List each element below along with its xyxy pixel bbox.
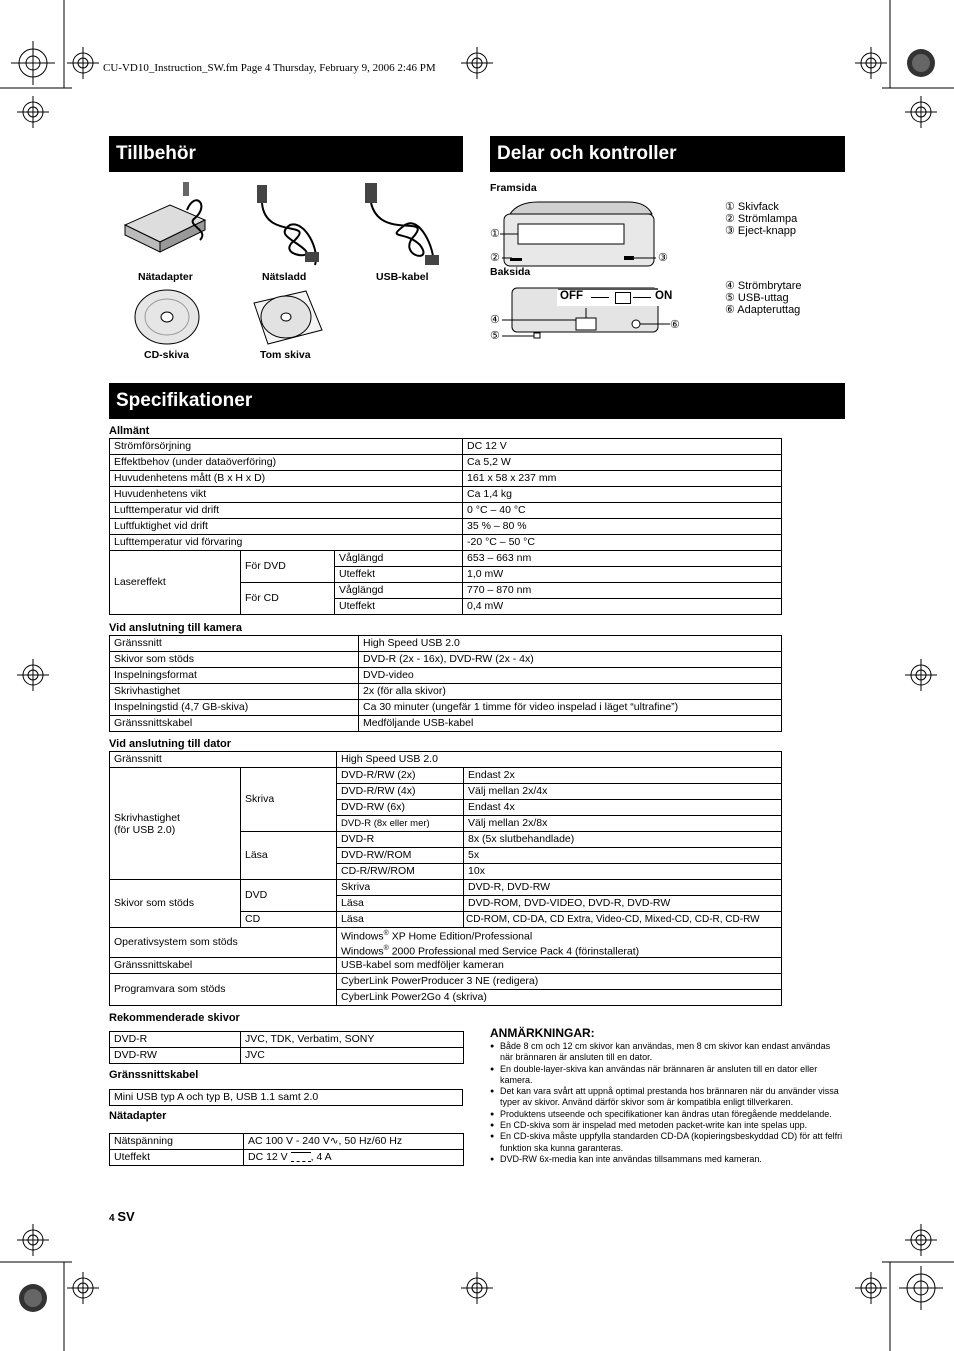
table-row: Läsa DVD-R 8x (5x slutbehandlade) bbox=[110, 832, 782, 848]
accessory-label: Tom skiva bbox=[260, 349, 311, 361]
table-row: Skrivhastighet 2x (för alla skivor) bbox=[110, 684, 782, 700]
camera-title: Vid anslutning till kamera bbox=[109, 622, 243, 634]
list-item: ● DVD-RW 6x-media kan inte användas tillsammans med kameran. bbox=[490, 1154, 845, 1165]
legend-item: ② Strömlampa bbox=[725, 213, 798, 225]
table-row: Lasereffekt För DVD Våglängd 653 – 663 nm bbox=[110, 551, 782, 567]
ac-adapter-illustration bbox=[115, 180, 215, 270]
table-row: DVD-RW/ROM 5x bbox=[110, 848, 782, 864]
accessory-label: Nätsladd bbox=[262, 271, 307, 283]
callout-6: ⑥ bbox=[670, 319, 680, 331]
interface-cable-title: Gränssnittskabel bbox=[109, 1069, 199, 1081]
table-row: Strömförsörjning DC 12 V bbox=[110, 439, 782, 455]
arrow-right-icon bbox=[633, 297, 651, 298]
table-row: Uteffekt 1,0 mW bbox=[110, 567, 782, 583]
callout-1: ① bbox=[490, 228, 500, 240]
table-row: Lufttemperatur vid drift 0 °C – 40 °C bbox=[110, 503, 782, 519]
table-row: Huvudenhetens vikt Ca 1,4 kg bbox=[110, 487, 782, 503]
legend-item: ⑥ Adapteruttag bbox=[725, 304, 801, 316]
callout-3: ③ bbox=[658, 252, 668, 264]
list-item: ● En double-layer-skiva kan användas när brännaren är ansluten till en dator eller kamera. bbox=[490, 1064, 845, 1087]
dc-symbol-icon bbox=[291, 1152, 311, 1162]
table-row: Läsa DVD-ROM, DVD-VIDEO, DVD-R, DVD-RW bbox=[110, 896, 782, 912]
accessory-label: Nätadapter bbox=[138, 271, 193, 283]
table-row: DVD-R JVC, TDK, Verbatim, SONY bbox=[110, 1032, 464, 1048]
legend-item: ④ Strömbrytare bbox=[725, 280, 802, 292]
usb-cable-illustration bbox=[355, 180, 445, 270]
table-row: Gränssnittskabel Medföljande USB-kabel bbox=[110, 716, 782, 732]
table-row: CyberLink Power2Go 4 (skriva) bbox=[110, 990, 782, 1006]
table-row: CD-R/RW/ROM 10x bbox=[110, 864, 782, 880]
section-title-specs: Specifikationer bbox=[109, 383, 845, 419]
section-title-parts: Delar och kontroller bbox=[490, 136, 845, 172]
table-row: Mini USB typ A och typ B, USB 1.1 samt 2.0 bbox=[110, 1090, 463, 1106]
list-item: ● Det kan vara svårt att uppnå optimal prestanda hos brännaren när du använder vissa typer av skivor. Använd därför skivor som är kompatibla enligt tillverkaren. bbox=[490, 1086, 845, 1109]
switch-off-label: OFF bbox=[560, 290, 583, 302]
table-row: Gränssnitt High Speed USB 2.0 bbox=[110, 752, 782, 768]
list-item: ● En CD-skiva måste uppfylla standarden CD-DA (kopieringsbeskyddad CD) för att felfri funktion ska kunna garanteras. bbox=[490, 1131, 845, 1154]
accessory-label: CD-skiva bbox=[144, 349, 189, 361]
table-row: Uteffekt DC 12 V , 4 A bbox=[110, 1150, 464, 1166]
notes-title: ANMÄRKNINGAR: bbox=[490, 1026, 595, 1040]
table-row: Huvudenhetens mått (B x H x D) 161 x 58 x 237 mm bbox=[110, 471, 782, 487]
front-legend bbox=[725, 201, 797, 237]
back-legend bbox=[725, 280, 802, 316]
table-row: CD Läsa CD-ROM, CD-DA, CD Extra, Video-CD, Mixed-CD, CD-R, CD-RW bbox=[110, 912, 782, 928]
device-illustration bbox=[488, 196, 688, 346]
table-row: Skivor som stöds DVD Skriva DVD-R, DVD-RW bbox=[110, 880, 782, 896]
table-row: Uteffekt 0,4 mW bbox=[110, 599, 782, 615]
adapter-table bbox=[109, 1133, 464, 1166]
power-switch-graphic bbox=[557, 290, 682, 306]
power-cord-illustration bbox=[245, 180, 330, 270]
computer-table bbox=[109, 751, 782, 1006]
interface-cable-table bbox=[109, 1089, 463, 1106]
table-row: Effektbehov (under dataöverföring) Ca 5,2 W bbox=[110, 455, 782, 471]
back-label: Baksida bbox=[490, 266, 531, 278]
table-row: DVD-RW (6x) Endast 4x bbox=[110, 800, 782, 816]
notes-list bbox=[490, 1041, 845, 1165]
section-title-accessories: Tillbehör bbox=[109, 136, 463, 172]
table-row: Nätspänning AC 100 V - 240 V∿, 50 Hz/60 Hz bbox=[110, 1134, 464, 1150]
table-row: Skrivhastighet (för USB 2.0) Skriva DVD-R/RW (2x) Endast 2x bbox=[110, 768, 782, 784]
table-row: Luftfuktighet vid drift 35 % – 80 % bbox=[110, 519, 782, 535]
page-number: 4 SV bbox=[109, 1209, 135, 1224]
table-row: Inspelningsformat DVD-video bbox=[110, 668, 782, 684]
cd-disc-illustration bbox=[133, 288, 201, 346]
table-row: DVD-R/RW (4x) Välj mellan 2x/4x bbox=[110, 784, 782, 800]
general-table bbox=[109, 438, 782, 615]
computer-title: Vid anslutning till dator bbox=[109, 738, 232, 750]
switch-on-label: ON bbox=[655, 290, 673, 302]
table-row: Programvara som stöds CyberLink PowerProducer 3 NE (redigera) bbox=[110, 974, 782, 990]
legend-item: ③ Eject-knapp bbox=[725, 225, 797, 237]
table-row: DVD-RW JVC bbox=[110, 1048, 464, 1064]
table-row: DVD-R (8x eller mer) Välj mellan 2x/8x bbox=[110, 816, 782, 832]
switch-knob bbox=[615, 292, 631, 304]
accessory-label: USB-kabel bbox=[376, 271, 429, 283]
table-row: Gränssnitt High Speed USB 2.0 bbox=[110, 636, 782, 652]
callout-4: ④ bbox=[490, 314, 500, 326]
callout-5: ⑤ bbox=[490, 330, 500, 342]
legend-item: ⑤ USB-uttag bbox=[725, 292, 789, 304]
callout-2: ② bbox=[490, 252, 500, 264]
table-row: Inspelningstid (4,7 GB-skiva) Ca 30 minuter (ungefär 1 timme för video inspelad i läget “ultrafine”) bbox=[110, 700, 782, 716]
front-label: Framsida bbox=[490, 182, 537, 194]
list-item: ● Produktens utseende och specifikationer kan ändras utan föregående meddelande. bbox=[490, 1109, 845, 1120]
legend-item: ① Skivfack bbox=[725, 201, 779, 213]
table-row: Lufttemperatur vid förvaring -20 °C – 50 °C bbox=[110, 535, 782, 551]
list-item: ● Både 8 cm och 12 cm skivor kan användas, men 8 cm skivor kan endast användas när brännaren är ansluten till en dator. bbox=[490, 1041, 845, 1064]
table-row: Operativsystem som stöds Windows® XP Home Edition/Professional Windows® 2000 Professional med Service Pack 4 (förinstallerat) bbox=[110, 928, 782, 958]
recommended-title: Rekommenderade skivor bbox=[109, 1012, 240, 1024]
general-title: Allmänt bbox=[109, 425, 150, 437]
camera-table bbox=[109, 635, 782, 732]
arrow-left-icon bbox=[591, 297, 609, 298]
recommended-table bbox=[109, 1031, 464, 1064]
list-item: ● En CD-skiva som är inspelad med metoden packet-write kan inte spelas upp. bbox=[490, 1120, 845, 1131]
file-header: CU-VD10_Instruction_SW.fm Page 4 Thursday, February 9, 2006 2:46 PM bbox=[103, 62, 436, 74]
ac-wave-icon: ∿ bbox=[329, 1135, 339, 1147]
table-row: För CD Våglängd 770 – 870 nm bbox=[110, 583, 782, 599]
blank-disc-illustration bbox=[246, 288, 328, 346]
language-code: SV bbox=[117, 1209, 135, 1224]
table-row: Gränssnittskabel USB-kabel som medföljer kameran bbox=[110, 958, 782, 974]
adapter-title: Nätadapter bbox=[109, 1110, 167, 1122]
table-row: Skivor som stöds DVD-R (2x - 16x), DVD-RW (2x - 4x) bbox=[110, 652, 782, 668]
